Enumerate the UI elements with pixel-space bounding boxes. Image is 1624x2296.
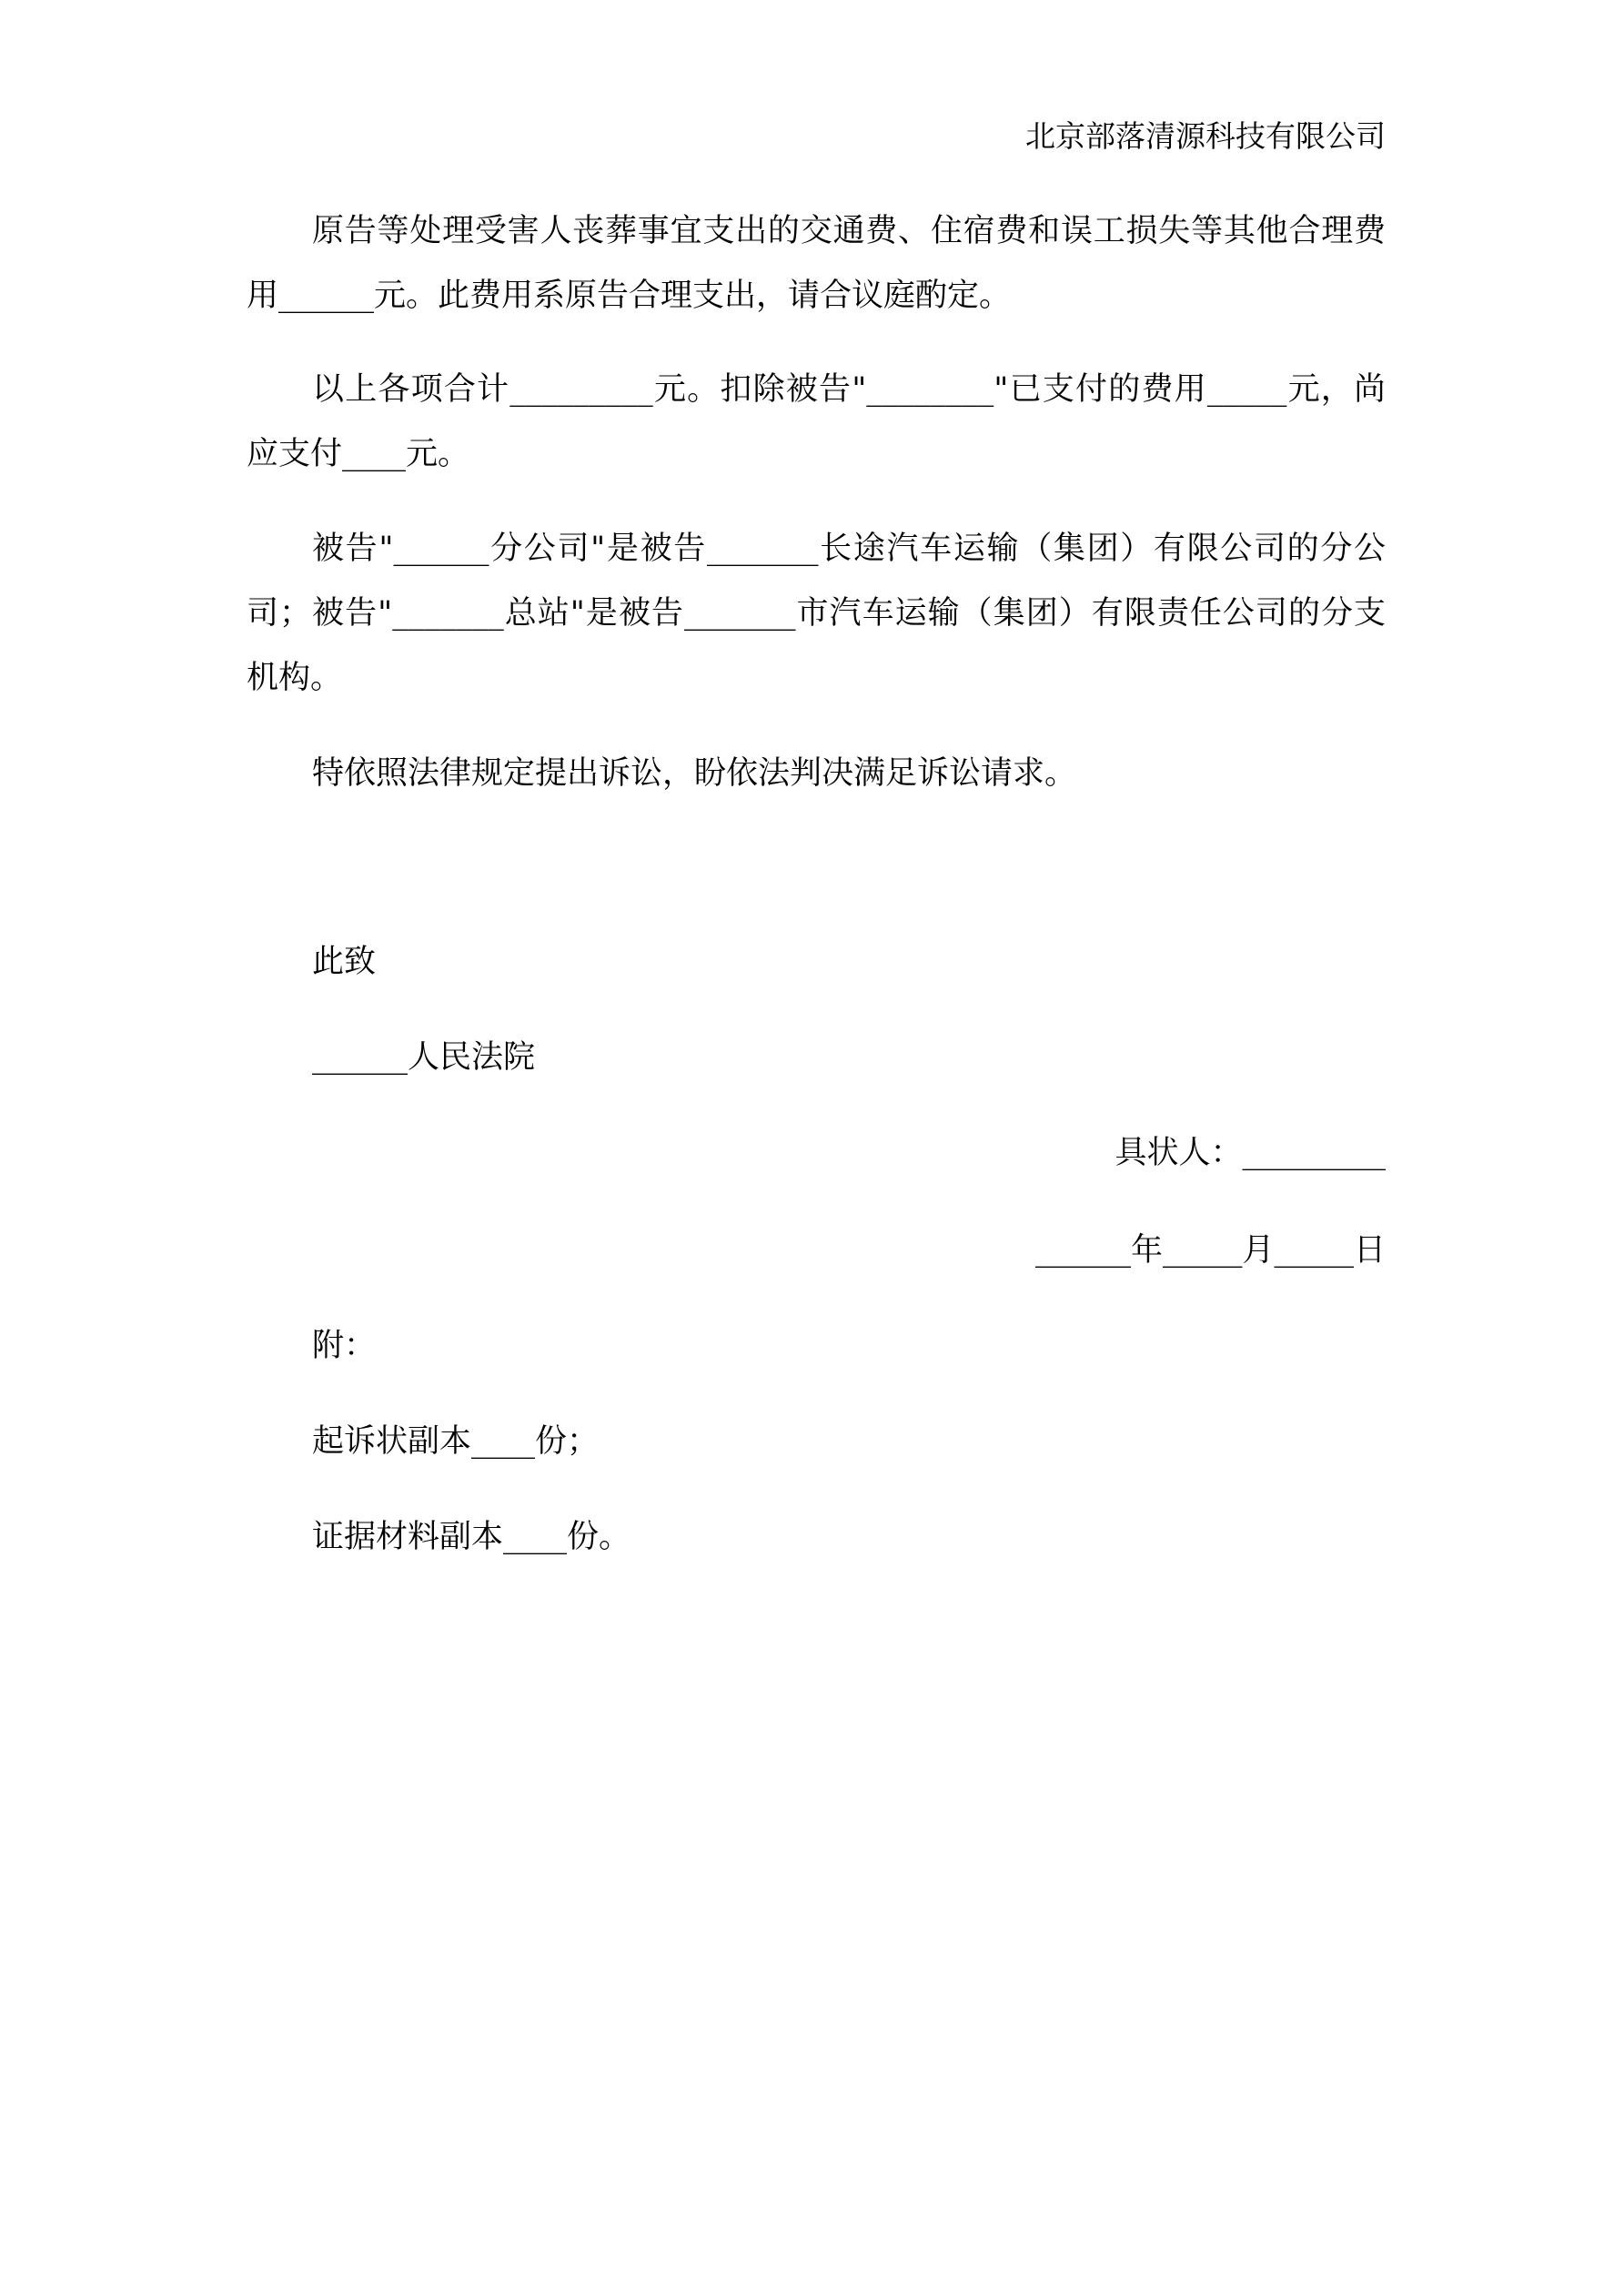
attachments-heading: 附：	[312, 1328, 377, 1364]
attachment-item: 起诉状副本____份；	[312, 1423, 600, 1460]
paragraph-text: 被告"______分公司"是被告_______长途汽车运输（集团）有限公司的分公司；被告"_______总站"是被告_______市汽车运输（集团）有限责任公司的分支机构。	[247, 531, 1386, 696]
paragraph-text: 原告等处理受害人丧葬事宜支出的交通费、住宿费和误工损失等其他合理费用______元。此费用系原告合理支出，请合议庭酌定。	[247, 213, 1386, 314]
signer-line: 具状人：_________	[1115, 1135, 1386, 1171]
paragraph-text: 特依照法律规定提出诉讼，盼依法判决满足诉讼请求。	[312, 755, 1077, 792]
paragraph-text: 以上各项合计_________元。扣除被告"________"已支付的费用_____元，尚应支付____元。	[247, 371, 1386, 472]
header-company-name: 北京部落清源科技有限公司	[1025, 118, 1386, 154]
salutation: 此致	[312, 944, 377, 980]
date-line: ______年_____月_____日	[1034, 1232, 1386, 1269]
paragraph-defendants	[247, 517, 1386, 711]
court-name: ______人民法院	[312, 1039, 536, 1076]
paragraph-total	[247, 358, 1386, 487]
attachment-item: 证据材料副本____份。	[312, 1519, 631, 1555]
paragraph-request	[247, 742, 1386, 806]
paragraph-other-expenses	[247, 199, 1386, 329]
